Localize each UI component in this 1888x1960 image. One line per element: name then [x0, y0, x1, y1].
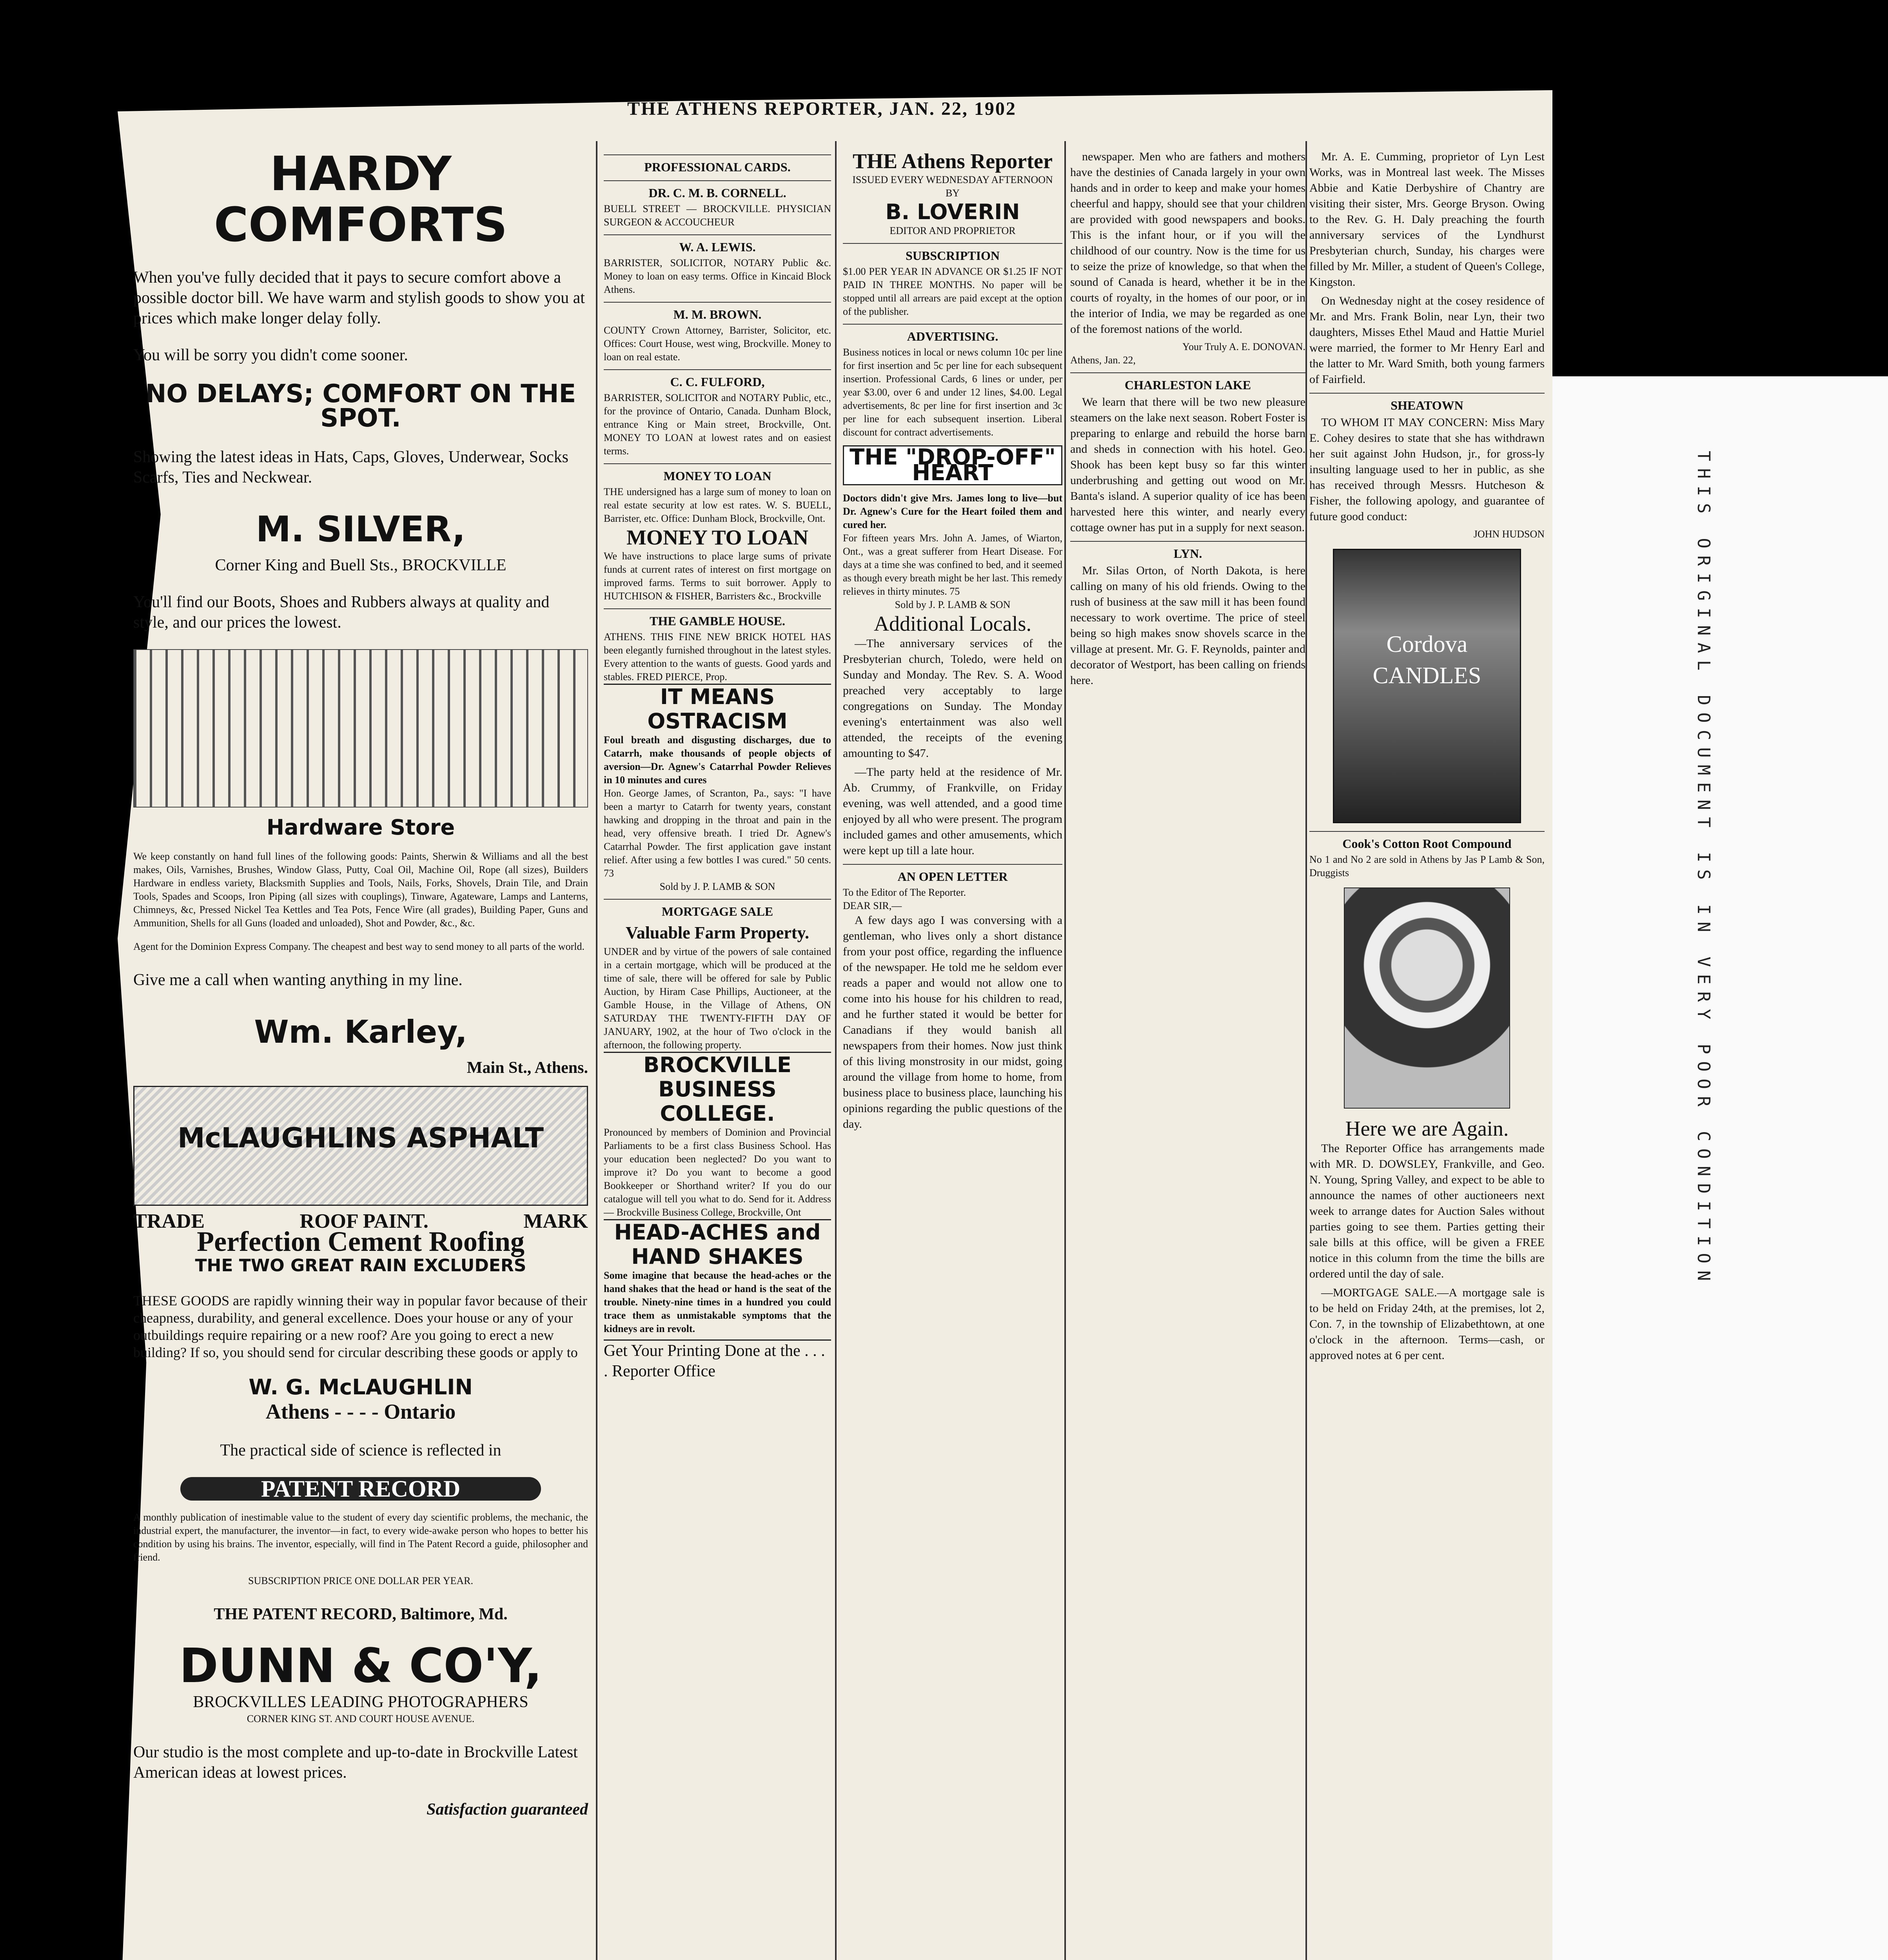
letter-salute: DEAR SIR,—	[843, 900, 902, 911]
column-ads	[133, 149, 588, 1820]
dropoff-title: THE "DROP-OFF" HEART	[843, 445, 1062, 485]
letter-signoff: Your Truly A. E. DONOVAN.	[1182, 341, 1305, 352]
money-body: THE undersigned has a large sum of money to loan on real estate security at low est rates. W. S. BUELL, Barrister, etc. Office: Dunham Block, Brockville, Ont.	[604, 486, 831, 524]
letter-body: A few days ago I was conversing with a gentleman, who lives only a short distance from your post office, regarding the influence of the newspaper. He told me he seldom ever reads a paper and would not allow one to come into his house for his children to read, and he further stated it would be better for Canadians if they would banish all newspapers from their homes. Now just think of this living monstrosity in our midst, going around the village from home to home, from business place to business place, launching his opinions regarding the public questions of the day.	[843, 914, 1062, 1131]
karley-address: Main St., Athens.	[467, 1059, 588, 1077]
ostracism-lead: Foul breath and disgusting discharges, due to Catarrh, make thousands of people objects of aversion—Dr. Agnew's Catarrhal Powder Relieves in 10 minutes and cures	[604, 734, 831, 786]
card-body: COUNTY Crown Attorney, Barrister, Solicitor, etc. Offices: Court House, west wing, Brockville. Money to loan on real estate.	[604, 325, 831, 363]
merchant-name: M. SILVER,	[256, 509, 466, 550]
card-body: BUELL STREET — BROCKVILLE. PHYSICIAN SURGEON & ACCOUCHEUR	[604, 203, 831, 228]
letter-dateline: Athens, Jan. 22,	[1070, 354, 1136, 366]
sheatown-sign: JOHN HUDSON	[1473, 528, 1545, 540]
again-title: Here we are Again.	[1345, 1117, 1509, 1140]
lyn-body: Mr. Silas Orton, of North Dakota, is here calling on many of his old friends. Owing to the rush of business at the saw mill it has been found necessary to work overtime. The price of steel being so high makes snow shovels scarce in the village at present. Mr. G. F. Reynolds, painter and decorator of Westport, has been calling on friends here.	[1070, 564, 1305, 687]
trade-label: TRADE	[133, 1210, 205, 1232]
dropoff-sold: Sold by J. P. LAMB & SON	[895, 599, 1011, 610]
masthead: THE Athens Reporter	[853, 149, 1053, 173]
ad-warn: You will be sorry you didn't come sooner.	[133, 346, 408, 364]
ostracism-body: Hon. George James, of Scranton, Pa., says: "I have been a martyr to Catarrh for twenty years, constant hawking and dropping in the throat and pain in the head, very offensive breath. I tried Dr. Agnew's Catarrhal Powder. The first application gave instant relief. After using a few bottles I was cured." 50 cents. 73	[604, 788, 831, 879]
column-rule	[1064, 141, 1066, 1960]
money-title: MONEY TO LOAN	[604, 463, 831, 484]
sheatown-title: SHEATOWN	[1309, 393, 1545, 413]
printing-ad: Get Your Printing Done at the . . . . Reporter Office	[604, 1339, 831, 1381]
karley-name: Wm. Karley,	[254, 1014, 467, 1050]
ad-title: HARDY COMFORTS	[214, 147, 508, 252]
dunn-studio: Our studio is the most complete and up-to-date in Brockville Latest American ideas at lowest prices.	[133, 1743, 578, 1782]
card-item	[604, 302, 831, 364]
mortgage-note: —MORTGAGE SALE.—A mortgage sale is to be held on Friday 24th, at the premises, lot 2, Con. 7, in the township of Elizabethtown, at one o'clock in the afternoon. Terms—cash, or approved notes at 6 per cent.	[1309, 1286, 1545, 1362]
card-name: DR. C. M. B. CORNELL.	[604, 180, 831, 201]
letter-continued: newspaper. Men who are fathers and mothers have the destinies of Canada largely in your own hands and in order to keep and make your homes cheerful and happy, should see that your children are provided with good newspapers and books. This is the infant hour, or if you will the childhood of our country. Now is the time for us to seize the prize of knowledge, so that when the sound of Canada is heard, whether it be in the courts of royalty, in the homes of our poor, or in the interior of India, we may be regarded as one of the foremost nations of the world.	[1070, 150, 1305, 336]
mark-label: MARK	[523, 1210, 588, 1232]
charleston-title: CHARLESTON LAKE	[1070, 372, 1305, 393]
card-name: W. A. LEWIS.	[604, 234, 831, 255]
again-body: The Reporter Office has arrangements made with MR. D. DOWSLEY, Frankville, and Geo. N. Young, Spring Valley, and expect to be able to announce the names of other auctioneers next week to arrange dates for Auction Sales without parties going to see them. Parties getting their sale bills at this office, will be given a FREE notice in this column from the time the bills are ordered until the day of sale.	[1309, 1142, 1545, 1280]
locals-body: —The anniversary services of the Presbyterian church, Toledo, were held on Sunday and Monday. The Rev. S. A. Wood preached very acceptably to large congregations on Sunday. The Monday evening's entertainment was also well attended, the receipts of the evening amounting to $47.	[843, 637, 1062, 760]
dunn-address: CORNER KING ST. AND COURT HOUSE AVENUE.	[247, 1713, 475, 1724]
wedding-notice: On Wednesday night at the cosey residence of Mr. and Mrs. Frank Bolin, near Lyn, their two daughters, Misses Ethel Maud and Hattie Muriel were married, the former to Mr Henry Earl and the latter to Mr. Ward Smith, both young farmers of Fairfield.	[1309, 294, 1545, 386]
patent-body: A monthly publication of inestimable value to the student of every day scientific problems, the mechanic, the industrial expert, the manufacturer, the inventor—in fact, to every wide-awake person who hopes to better his condition by using his brains. The inventor, especially, will find in The Patent Record a guide, philosopher and friend.	[133, 1512, 588, 1563]
dunn-guarantee: Satisfaction guaranteed	[427, 1800, 588, 1818]
patent-address: THE PATENT RECORD, Baltimore, Md.	[214, 1605, 508, 1623]
party-body: —The party held at the residence of Mr. Ab. Crummy, of Frankville, on Friday evening, was well attended, and a good time enjoyed by all who were present. The program included games and other amusements, which were kept up till a late hour.	[843, 766, 1062, 857]
column-rule	[835, 141, 837, 1960]
cotton-sold: No 1 and No 2 are sold in Athens by Jas P Lamb & Son, Druggists	[1309, 854, 1545, 878]
merchant-address: Corner King and Buell Sts., BROCKVILLE	[215, 556, 506, 574]
condition-notice: THIS ORIGINAL DOCUMENT IS IN VERY POOR CONDITION	[1694, 451, 1714, 1288]
merchant-tagline: You'll find our Boots, Shoes and Rubbers always at quality and style, and our prices the lowest.	[133, 593, 550, 632]
card-item	[604, 234, 831, 296]
asphalt-title: McLAUGHLINS ASPHALT	[177, 1122, 544, 1154]
ostracism-sold: Sold by J. P. LAMB & SON	[659, 881, 775, 892]
patent-record-logo: PATENT RECORD	[180, 1477, 541, 1501]
ad-intro: When you've fully decided that it pays to secure comfort above a possible doctor bill. We have warm and stylish goods to show you at prices which make longer delay folly.	[133, 269, 585, 327]
column-right	[1309, 149, 1545, 1367]
roof-paint: ROOF PAINT.	[300, 1210, 428, 1232]
dunn-title: DUNN & CO'Y,	[179, 1639, 542, 1693]
hardware-body: We keep constantly on hand full lines of the following goods: Paints, Sherwin & Williams and all the best makes, Oils, Varnishes, Brushes, Window Glass, Putty, Coal Oil, Machine Oil, Rope (all sizes), Builders Hardware in endless variety, Blacksmith Supplies and Tools, Nails, Forks, Shovels, Drain Tile, and Drain Tools, Spades and Scoops, Iron Piping (all sizes with couplings), Tinware, Agateware, Lamps and Lanterns, Chimneys, &c, Pressed Nickel Tea Kettles and Tea Pots, Fence Wire (all grades), Building Paper, Guns and Ammunition, Shells for all Guns (loaded and unloaded), Shot and Powder, &c., &c.	[133, 851, 588, 929]
issued: ISSUED EVERY WEDNESDAY AFTERNOON	[852, 174, 1053, 185]
cards-title: PROFESSIONAL CARDS.	[604, 154, 831, 175]
by: BY	[945, 187, 960, 199]
column-masthead	[843, 149, 1062, 1135]
candles-ad	[1333, 549, 1521, 823]
advertising-body: Business notices in local or news column 10c per line for first insertion and 5c per line for each subsequent insertion. Professional Cards, 6 lines or under, per year $3.00, over 6 and under 12 lines, $4.00. Legal advertisements, 8c per line for first insertion and 3c per line for each subsequent insertion. Liberal discount for contract advertisements.	[843, 347, 1062, 438]
patent-subscription: SUBSCRIPTION PRICE ONE DOLLAR PER YEAR.	[248, 1575, 473, 1586]
card-body: BARRISTER, SOLICITOR and NOTARY Public, etc., for the province of Ontario, Canada. Dunham Block, entrance King or Main street, Brockville, Ont. MONEY TO LOAN at lowest rates and on easiest terms.	[604, 392, 831, 457]
card-name: C. C. FULFORD,	[604, 369, 831, 390]
charleston-body: We learn that there will be two new pleasure steamers on the lake next season. Robert Foster is preparing to enlarge and rebuild the horse barn and sheds in connection with his hotel. Geo. Shook has been kept busy so far this winter underbrushing and getting out wood on Mr. Banta's island. A superior quality of ice has been harvested here this winter, and nearly every cottage owner has put in a supply for next season.	[1070, 396, 1305, 534]
gamble-title: THE GAMBLE HOUSE.	[604, 608, 831, 629]
brockville-body: Pronounced by members of Dominion and Provincial Parliaments to be a first class Business School. Has your education been neglected? Do you want to improve it? Do you want to become a good Bookkeeper or Shorthand writer? If you do our catalogue will tell you what to do. Send for it. Address— Brockville Business College, Brockville, Ont	[604, 1127, 831, 1218]
dunn-subtitle: BROCKVILLES LEADING PHOTOGRAPHERS	[193, 1693, 528, 1711]
goods-body: THESE GOODS are rapidly winning their way in popular favor because of their cheapness, durability, and general excellence. Does your house or any of your outbuildings require repairing or a new roof? Are you going to erect a new building? If so, you should send for circular describing these goods or apply to	[133, 1293, 587, 1360]
cotton-title: Cook's Cotton Root Compound	[1309, 831, 1545, 851]
valuable-title: Valuable Farm Property.	[625, 923, 810, 942]
dropoff-lead: Doctors didn't give Mrs. James long to live—but Dr. Agnew's Cure for the Heart foiled them and cured her.	[843, 492, 1062, 530]
science-line: The practical side of science is reflected in	[220, 1441, 501, 1459]
perfection-title: Perfection Cement Roofing	[197, 1226, 525, 1257]
money2-body: We have instructions to place large sums of private funds at current rates of interest on first mortgage on improved farms. Terms to suit borrower. Apply to HUTCHISON & FISHER, Barristers &c., Brockville	[604, 550, 831, 602]
mclaughlin-name: W. G. McLAUGHLIN	[249, 1375, 473, 1399]
lyn-continued: Mr. A. E. Cumming, proprietor of Lyn Lest Works, was in Montreal last week. The Misses Abbie and Katie Derbyshire of Chantry are visiting their sister, Mrs. George Bryson. Owing to the Rev. G. H. Daly preaching the fourth anniversary services of the Lyndhurst Presbyterian church, Sunday, his charges were filled by Mr. Miller, a student of Queen's College, Kingston.	[1309, 150, 1545, 289]
headaches-lead: Some imagine that because the head-aches or the hand shakes that the head or hand is the seat of the trouble. Ninety-nine times in a hundred you could trace them as unmistakable symptoms that the kidneys are in revolt.	[604, 1270, 831, 1334]
ostracism-title: IT MEANS OSTRACISM	[604, 684, 831, 733]
excluders: THE TWO GREAT RAIN EXCLUDERS	[195, 1256, 526, 1276]
brockville-title: BROCKVILLE BUSINESS COLLEGE.	[604, 1052, 831, 1126]
card-body: BARRISTER, SOLICITOR, NOTARY Public &c. Money to loan on easy terms. Office in Kincaid Block Athens.	[604, 257, 831, 295]
letter-to: To the Editor of The Reporter.	[843, 887, 966, 898]
hardware-agent: Agent for the Dominion Express Company. The cheapest and best way to send money to all parts of the world.	[133, 941, 585, 952]
gamble-body: ATHENS. THIS FINE NEW BRICK HOTEL HAS been elegantly furnished throughout in the latest styles. Every attention to the wants of guests. Good yards and stables. FRED PIERCE, Prop.	[604, 631, 831, 682]
headaches-title: HEAD-ACHES and HAND SHAKES	[604, 1219, 831, 1269]
subscription-body: $1.00 PER YEAR IN ADVANCE OR $1.25 IF NOT PAID IN THREE MONTHS. No paper will be stopped until all arrears are paid except at the option of the publisher.	[843, 266, 1062, 317]
tools-illustration	[133, 649, 588, 808]
editor: EDITOR AND PROPRIETOR	[890, 225, 1016, 236]
lyn-title: LYN.	[1070, 541, 1305, 561]
column-rule	[1305, 141, 1307, 1960]
ad-no-delays: NO DELAYS; COMFORT ON THE SPOT.	[145, 379, 576, 433]
mortgage-title: MORTGAGE SALE	[604, 899, 831, 919]
asphalt-banner	[133, 1086, 588, 1206]
column-professional	[604, 149, 831, 1381]
dropoff-body: For fifteen years Mrs. John A. James, of Wiarton, Ont., was a great sufferer from Heart Disease. For days at a time she was confined to bed, and it seemed as though every breath might be her last. This remedy relieves in thirty minutes. 75	[843, 532, 1062, 597]
locals-title: Additional Locals.	[874, 612, 1031, 635]
mortgage-body: UNDER and by virtue of the powers of sale contained in a certain mortgage, which will be produced at the time of sale, there will be offered for sale by Public Auction, by Hiram Case Phillips, Auctioneer, at the Gamble House, in the Village of Athens, ON SATURDAY THE TWENTY-FIFTH DAY OF JANUARY, 1902, at the hour of Two o'clock in the afternoon, the following property.	[604, 946, 831, 1051]
hardware-call: Give me a call when wanting anything in my line.	[133, 971, 463, 989]
letter-title: AN OPEN LETTER	[843, 864, 1062, 884]
ad-showing: Showing the latest ideas in Hats, Caps, Gloves, Underwear, Socks Scarfs, Ties and Neckwear.	[133, 448, 568, 486]
publisher: B. LOVERIN	[885, 200, 1020, 224]
card-name: M. M. BROWN.	[604, 302, 831, 322]
card-item	[604, 180, 831, 229]
athens-ontario: Athens - - - - Ontario	[265, 1400, 456, 1423]
money2-title: MONEY TO LOAN	[626, 526, 809, 549]
column-rule	[596, 141, 597, 1960]
advertising-title: ADVERTISING.	[843, 324, 1062, 344]
condition-notice-slip	[1552, 376, 1888, 1960]
hardware-title: Hardware Store	[266, 815, 455, 840]
portrait-illustration	[1344, 887, 1510, 1109]
candles-title: Cordova CANDLES	[1372, 631, 1481, 688]
card-item	[604, 369, 831, 458]
page-header: THE ATHENS REPORTER, JAN. 22, 1902	[627, 98, 1017, 119]
sheatown-body: TO WHOM IT MAY CONCERN: Miss Mary E. Cohey desires to state that she has withdrawn her suit against John Hudson, jr., for gross-ly insulting language used to her in public, as she has received through Messrs. Hutcheson & Fisher, the following apology, and guarantee of future good conduct:	[1309, 416, 1545, 523]
column-news	[1070, 149, 1305, 691]
subscription-title: SUBSCRIPTION	[843, 243, 1062, 263]
